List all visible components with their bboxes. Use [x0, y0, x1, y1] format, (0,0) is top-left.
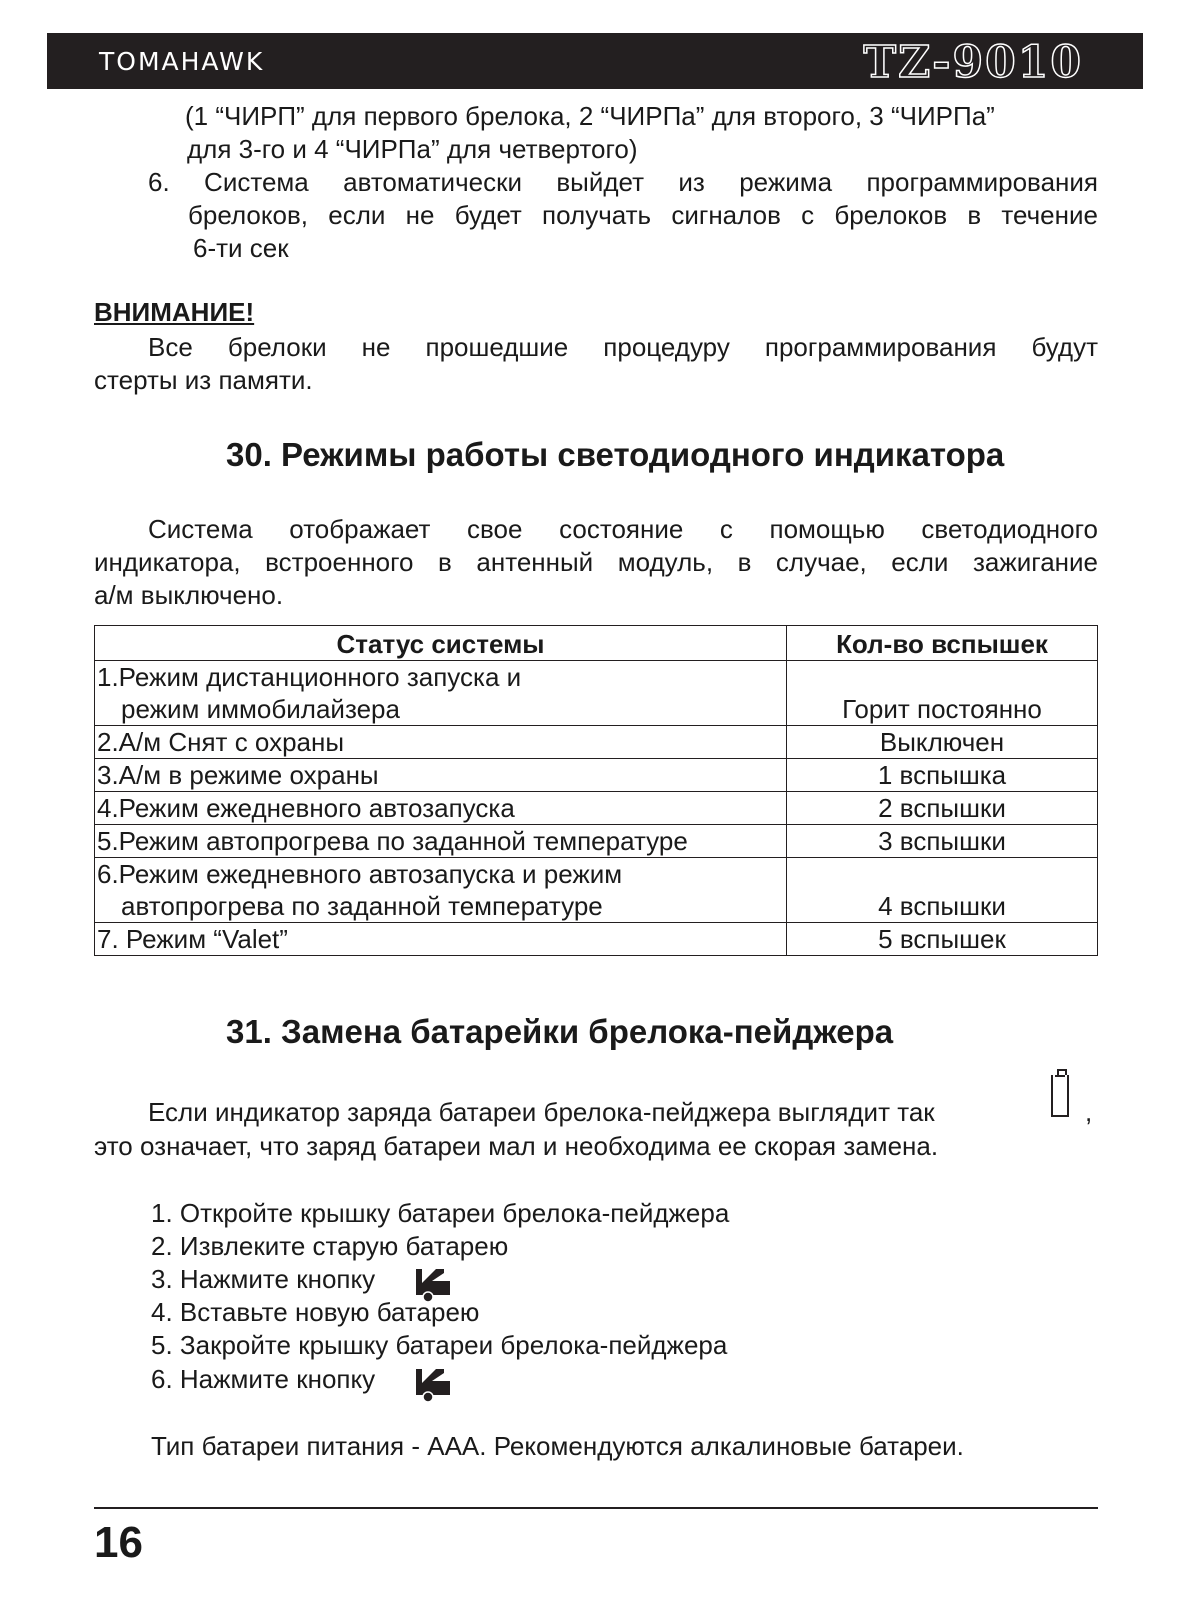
intro-line-1: (1 “ЧИРП” для первого брелока, 2 “ЧИРПа” для второго, 3 “ЧИРПа” — [185, 101, 995, 131]
list-item: 3. Нажмите кнопку — [151, 1264, 376, 1294]
footer-divider — [94, 1507, 1098, 1509]
list-item: 2. Извлеките старую батарею — [151, 1231, 509, 1261]
section-31-para-comma: , — [1085, 1097, 1093, 1127]
section-30-para-line-1: Система отображает свое состояние с помощью светодиодного — [148, 514, 1098, 544]
list-item: 6. Нажмите кнопку — [151, 1364, 376, 1394]
flashes-cell: Горит постоянно — [787, 661, 1098, 726]
brand-name: TOMAHAWK — [99, 47, 265, 76]
status-cell — [95, 661, 787, 726]
section-31-title: 31. Замена батарейки брелока-пейджера — [226, 1013, 894, 1050]
column-header-status: Статус системы — [95, 626, 787, 661]
status-text: 1.Режим дистанционного запуска и — [97, 662, 522, 692]
item6-line-2: брелоков, если не будет получать сигналов с брелоков в течение — [188, 200, 1098, 230]
led-status-table — [94, 625, 1098, 956]
status-text: 6.Режим ежедневного автозапуска и режим — [97, 859, 623, 889]
table-row — [95, 792, 1098, 825]
table-row — [95, 858, 1098, 923]
attention-line-1: Все брелоки не прошедшие процедуру программирования будут — [148, 332, 1098, 362]
flashes-cell: Выключен — [787, 726, 1098, 759]
page-number: 16 — [94, 1518, 143, 1567]
table-row — [95, 661, 1098, 726]
section-31-para-line-2: это означает, что заряд батареи мал и необходима ее скорая замена. — [94, 1131, 939, 1161]
section-30-para-line-3: а/м выключено. — [94, 580, 284, 610]
intro-line-2: для 3-го и 4 “ЧИРПа” для четвертого) — [187, 134, 638, 164]
list-item: 5. Закройте крышку батареи брелока-пейджера — [151, 1330, 728, 1360]
flashes-cell: 4 вспышки — [787, 858, 1098, 923]
car-start-button-icon — [414, 1365, 452, 1403]
attention-title: ВНИМАНИЕ! — [94, 297, 255, 327]
status-cell: 7. Режим “Valet” — [95, 923, 787, 956]
list-item: 4. Вставьте новую батарею — [151, 1297, 480, 1327]
table-row — [95, 923, 1098, 956]
status-cell: 2.А/м Снят с охраны — [95, 726, 787, 759]
section-31-para-line-1: Если индикатор заряда батареи брелока-пейджера выглядит так — [148, 1097, 935, 1127]
status-text-continued: автопрогрева по заданной температуре — [121, 891, 603, 921]
item6-line-1: 6. Система автоматически выйдет из режима программирования — [148, 167, 1098, 197]
status-cell — [95, 858, 787, 923]
battery-low-icon — [1051, 1075, 1069, 1117]
flashes-cell: 5 вспышек — [787, 923, 1098, 956]
page-header — [47, 33, 1143, 89]
list-item: 1. Откройте крышку батареи брелока-пейджера — [151, 1198, 730, 1228]
status-cell: 5.Режим автопрогрева по заданной температуре — [95, 825, 787, 858]
battery-type-note: Тип батареи питания - ААА. Рекомендуются алкалиновые батареи. — [151, 1431, 964, 1461]
section-30-title: 30. Режимы работы светодиодного индикатора — [226, 436, 1005, 473]
section-30-para-line-2: индикатора, встроенного в антенный модуль, в случае, если зажигание — [94, 547, 1098, 577]
column-header-flashes: Кол-во вспышек — [787, 626, 1098, 661]
table-row — [95, 726, 1098, 759]
flashes-cell: 1 вспышка — [787, 759, 1098, 792]
table-row — [95, 759, 1098, 792]
attention-line-2: стерты из памяти. — [94, 365, 313, 395]
table-row — [95, 825, 1098, 858]
status-cell: 4.Режим ежедневного автозапуска — [95, 792, 787, 825]
table-header-row — [95, 626, 1098, 661]
flashes-cell: 3 вспышки — [787, 825, 1098, 858]
flashes-cell: 2 вспышки — [787, 792, 1098, 825]
status-cell: 3.А/м в режиме охраны — [95, 759, 787, 792]
item6-line-3: 6-ти сек — [193, 233, 289, 263]
status-text-continued: режим иммобилайзера — [121, 694, 400, 724]
model-name: TZ-9010 — [863, 37, 1083, 88]
